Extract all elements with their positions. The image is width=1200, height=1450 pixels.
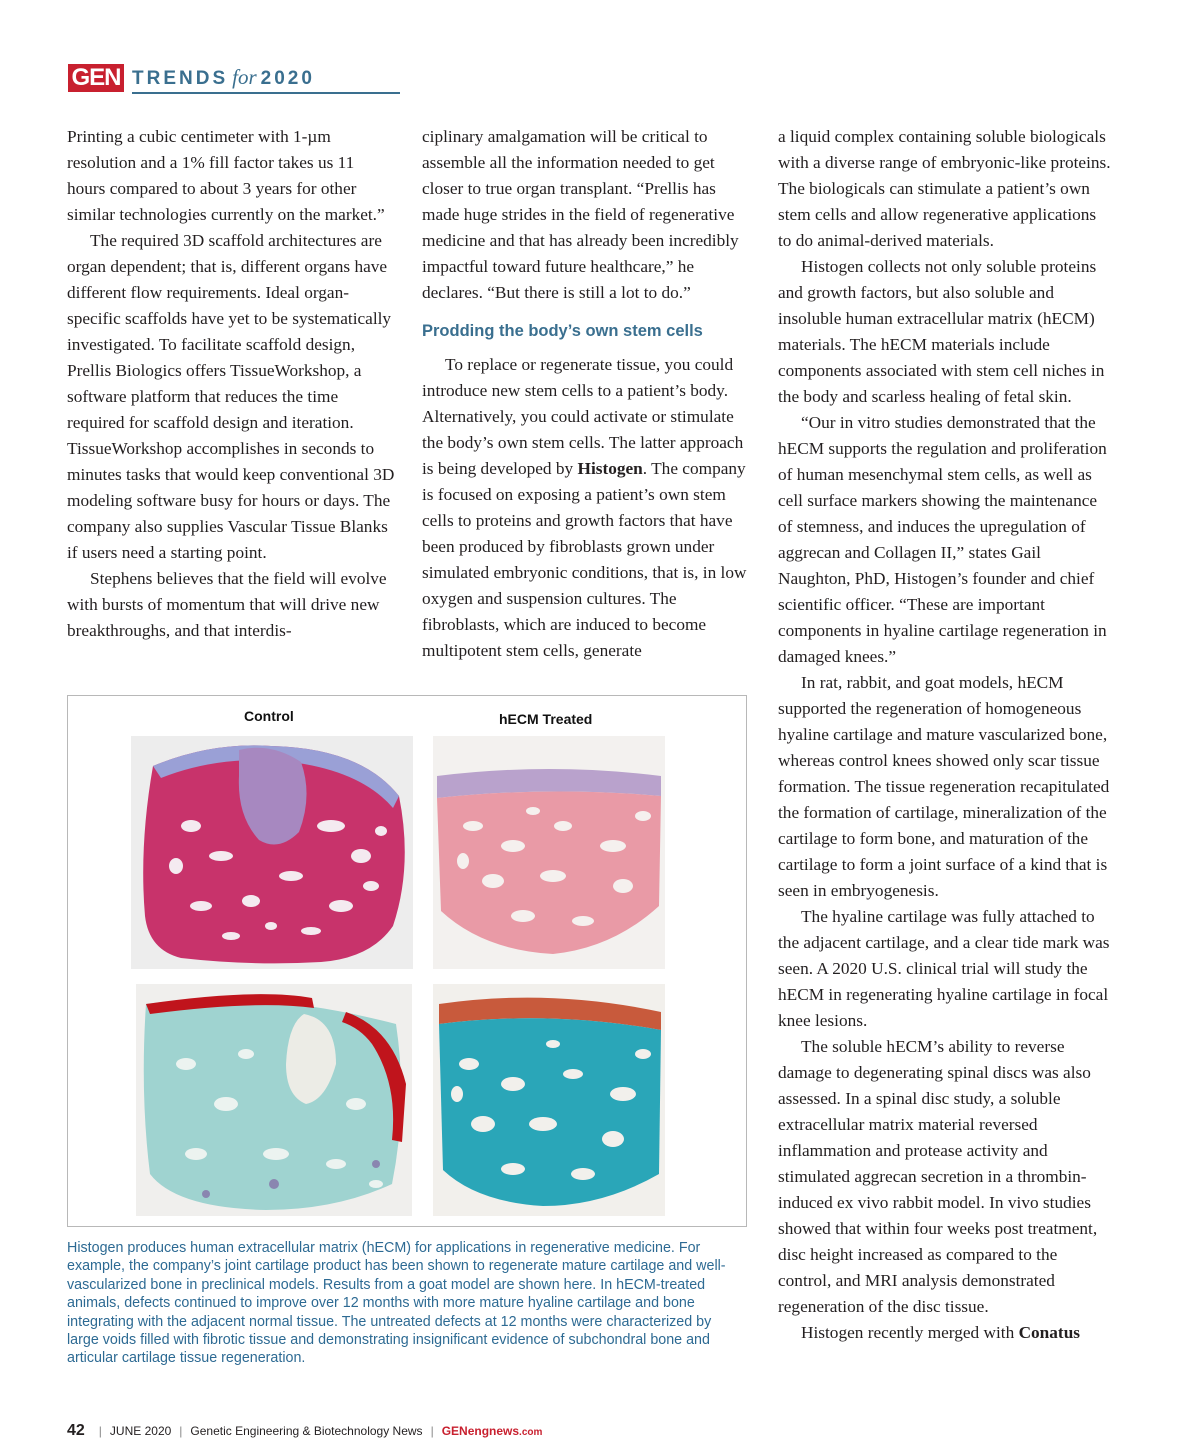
col1-paragraph-3: Stephens believes that the field will evolve with bursts of momentum that will drive new breakthroughs, and that interdis- — [67, 569, 387, 640]
website-link[interactable] — [442, 1424, 543, 1438]
subheading: Prodding the body’s own stem cells — [422, 322, 703, 340]
website-tld: .com — [519, 1427, 543, 1438]
treated-safranin-image — [433, 984, 665, 1216]
page-number: 42 — [67, 1422, 85, 1439]
col3-paragraph-3: “Our in vitro studies demonstrated that the hECM supports the regulation and proliferation of human mesenchymal stem cells, as well as cell surface markers showing the maintenance of stemness, and induces the upregulation of aggrecan and Collagen II,” states Gail Naughton, PhD, Histogen’s founder and chief scientific officer. “These are important components in hyaline cartilage regeneration in damaged knees.” — [778, 413, 1107, 666]
col1-paragraph-1: Printing a cubic centimeter with 1-µm resolution and a 1% fill factor takes us 11 hours compared to about 3 years for other similar technologies currently on the market.” — [67, 127, 385, 224]
column-3 — [778, 124, 1113, 1346]
company-histogen: Histogen — [577, 459, 643, 478]
footer-separator: | — [179, 1424, 183, 1438]
col3-paragraph-5: The hyaline cartilage was fully attached to the adjacent cartilage, and a clear tide mark was seen. A 2020 U.S. clinical trial will study the hECM in regenerating hyaline cartilage in focal knee lesions. — [778, 907, 1110, 1030]
col3-paragraph-7 — [778, 1320, 1113, 1346]
trends-word: TRENDS — [132, 68, 229, 89]
col2-p2-text-after: . The company is focused on exposing a patient’s own stem cells to proteins and growth factors that have been produced by fibroblasts grown under simulated embryonic conditions, that is, in low oxygen and suspension cultures. The fibroblasts, which are induced to become multipotent stem cells, generate — [422, 459, 747, 660]
col3-paragraph-4: In rat, rabbit, and goat models, hECM supported the regeneration of homogeneous hyaline cartilage and mature vascularized bone, whereas control knees showed only scar tissue formation. The tissue regeneration recapitulated the formation of cartilage, mineralization of the cartilage to form bone, and maturation of the cartilage to form a joint surface of a kind that is seen in embryogenesis. — [778, 673, 1110, 900]
label-control: Control — [244, 708, 294, 724]
publication-name: Genetic Engineering & Biotechnology News — [190, 1424, 423, 1438]
for-word: for — [232, 65, 257, 89]
column-2 — [422, 124, 752, 664]
gen-logo: GEN — [68, 64, 124, 92]
histology-figure — [67, 695, 747, 1227]
page-footer — [67, 1422, 542, 1440]
issue-date: JUNE 2020 — [109, 1424, 172, 1438]
footer-separator: | — [430, 1424, 434, 1438]
col3-paragraph-2: Histogen collects not only soluble proteins and growth factors, but also soluble and insoluble human extracellular matrix (hECM) materials. The hECM materials include components associated with stem cell niches in the body and scarless healing of fetal skin. — [778, 257, 1105, 406]
col2-p2-text-before: To replace or regenerate tissue, you could introduce new stem cells to a patient’s body. Alternatively, you could activate or stimulate the body’s own stem cells. The latter approach is being developed by — [422, 355, 744, 478]
col1-paragraph-2: The required 3D scaffold architectures are organ dependent; that is, different organs have different flow requirements. Ideal organ-specific scaffolds have yet to be systematically investigated. To facilitate scaffold design, Prellis Biologics offers TissueWorkshop, a software platform that reduces the time required for scaffold design and iteration. TissueWorkshop accomplishes in seconds to minutes tasks that would keep conventional 3D modeling software busy for hours or days. The company also supplies Vascular Tissue Blanks if users need a starting point. — [67, 231, 395, 562]
col2-paragraph-2 — [422, 352, 752, 664]
footer-separator: | — [98, 1424, 102, 1438]
company-conatus: Conatus — [1018, 1323, 1081, 1342]
control-safranin-image — [136, 984, 412, 1216]
treated-he-image — [433, 736, 665, 969]
website-name: GENengnews — [441, 1424, 520, 1438]
column-1 — [67, 124, 397, 644]
control-he-image — [131, 736, 413, 969]
col3-paragraph-6: The soluble hECM’s ability to reverse damage to degenerating spinal discs was also assessed. In a spinal disc study, a soluble extracellular matrix material reversed inflammation and protease activity and stimulated aggrecan secretion in a thrombin-induced ex vivo rabbit model. In vivo studies showed that within four weeks post treatment, disc height increased as compared to the control, and MRI analysis demonstrated regeneration of the disc tissue. — [778, 1037, 1098, 1316]
masthead-rule — [132, 92, 400, 94]
col3-p7-text: Histogen recently merged with — [801, 1323, 1019, 1342]
section-title — [132, 64, 315, 92]
col2-paragraph-1: ciplinary amalgamation will be critical to assemble all the information needed to get closer to true organ transplant. “Prellis has made huge strides in the field of regenerative medicine and that has already been incredibly impactful toward future healthcare,” he declares. “But there is still a lot to do.” — [422, 127, 739, 302]
label-hecm-treated: hECM Treated — [499, 711, 593, 727]
col3-paragraph-1: a liquid complex containing soluble biologicals with a diverse range of embryonic-like proteins. The biologicals can stimulate a patient’s own stem cells and allow regenerative applications to do animal-derived materials. — [778, 127, 1111, 250]
figure-caption: Histogen produces human extracellular matrix (hECM) for applications in regenerative medicine. For example, the company’s joint cartilage product has been shown to regenerate mature cartilage and well-vascularized bone in preclinical models. Results from a goat model are shown here. In hECM-treated animals, defects continued to improve over 12 months with more mature hyaline cartilage and bone integrating with the adjacent normal tissue. The untreated defects at 12 months were characterized by large voids filled with fibrotic tissue and demonstrating insignificant evidence of subchondral bone and articular cartilage tissue regeneration. — [67, 1240, 726, 1367]
year: 2020 — [260, 68, 315, 89]
